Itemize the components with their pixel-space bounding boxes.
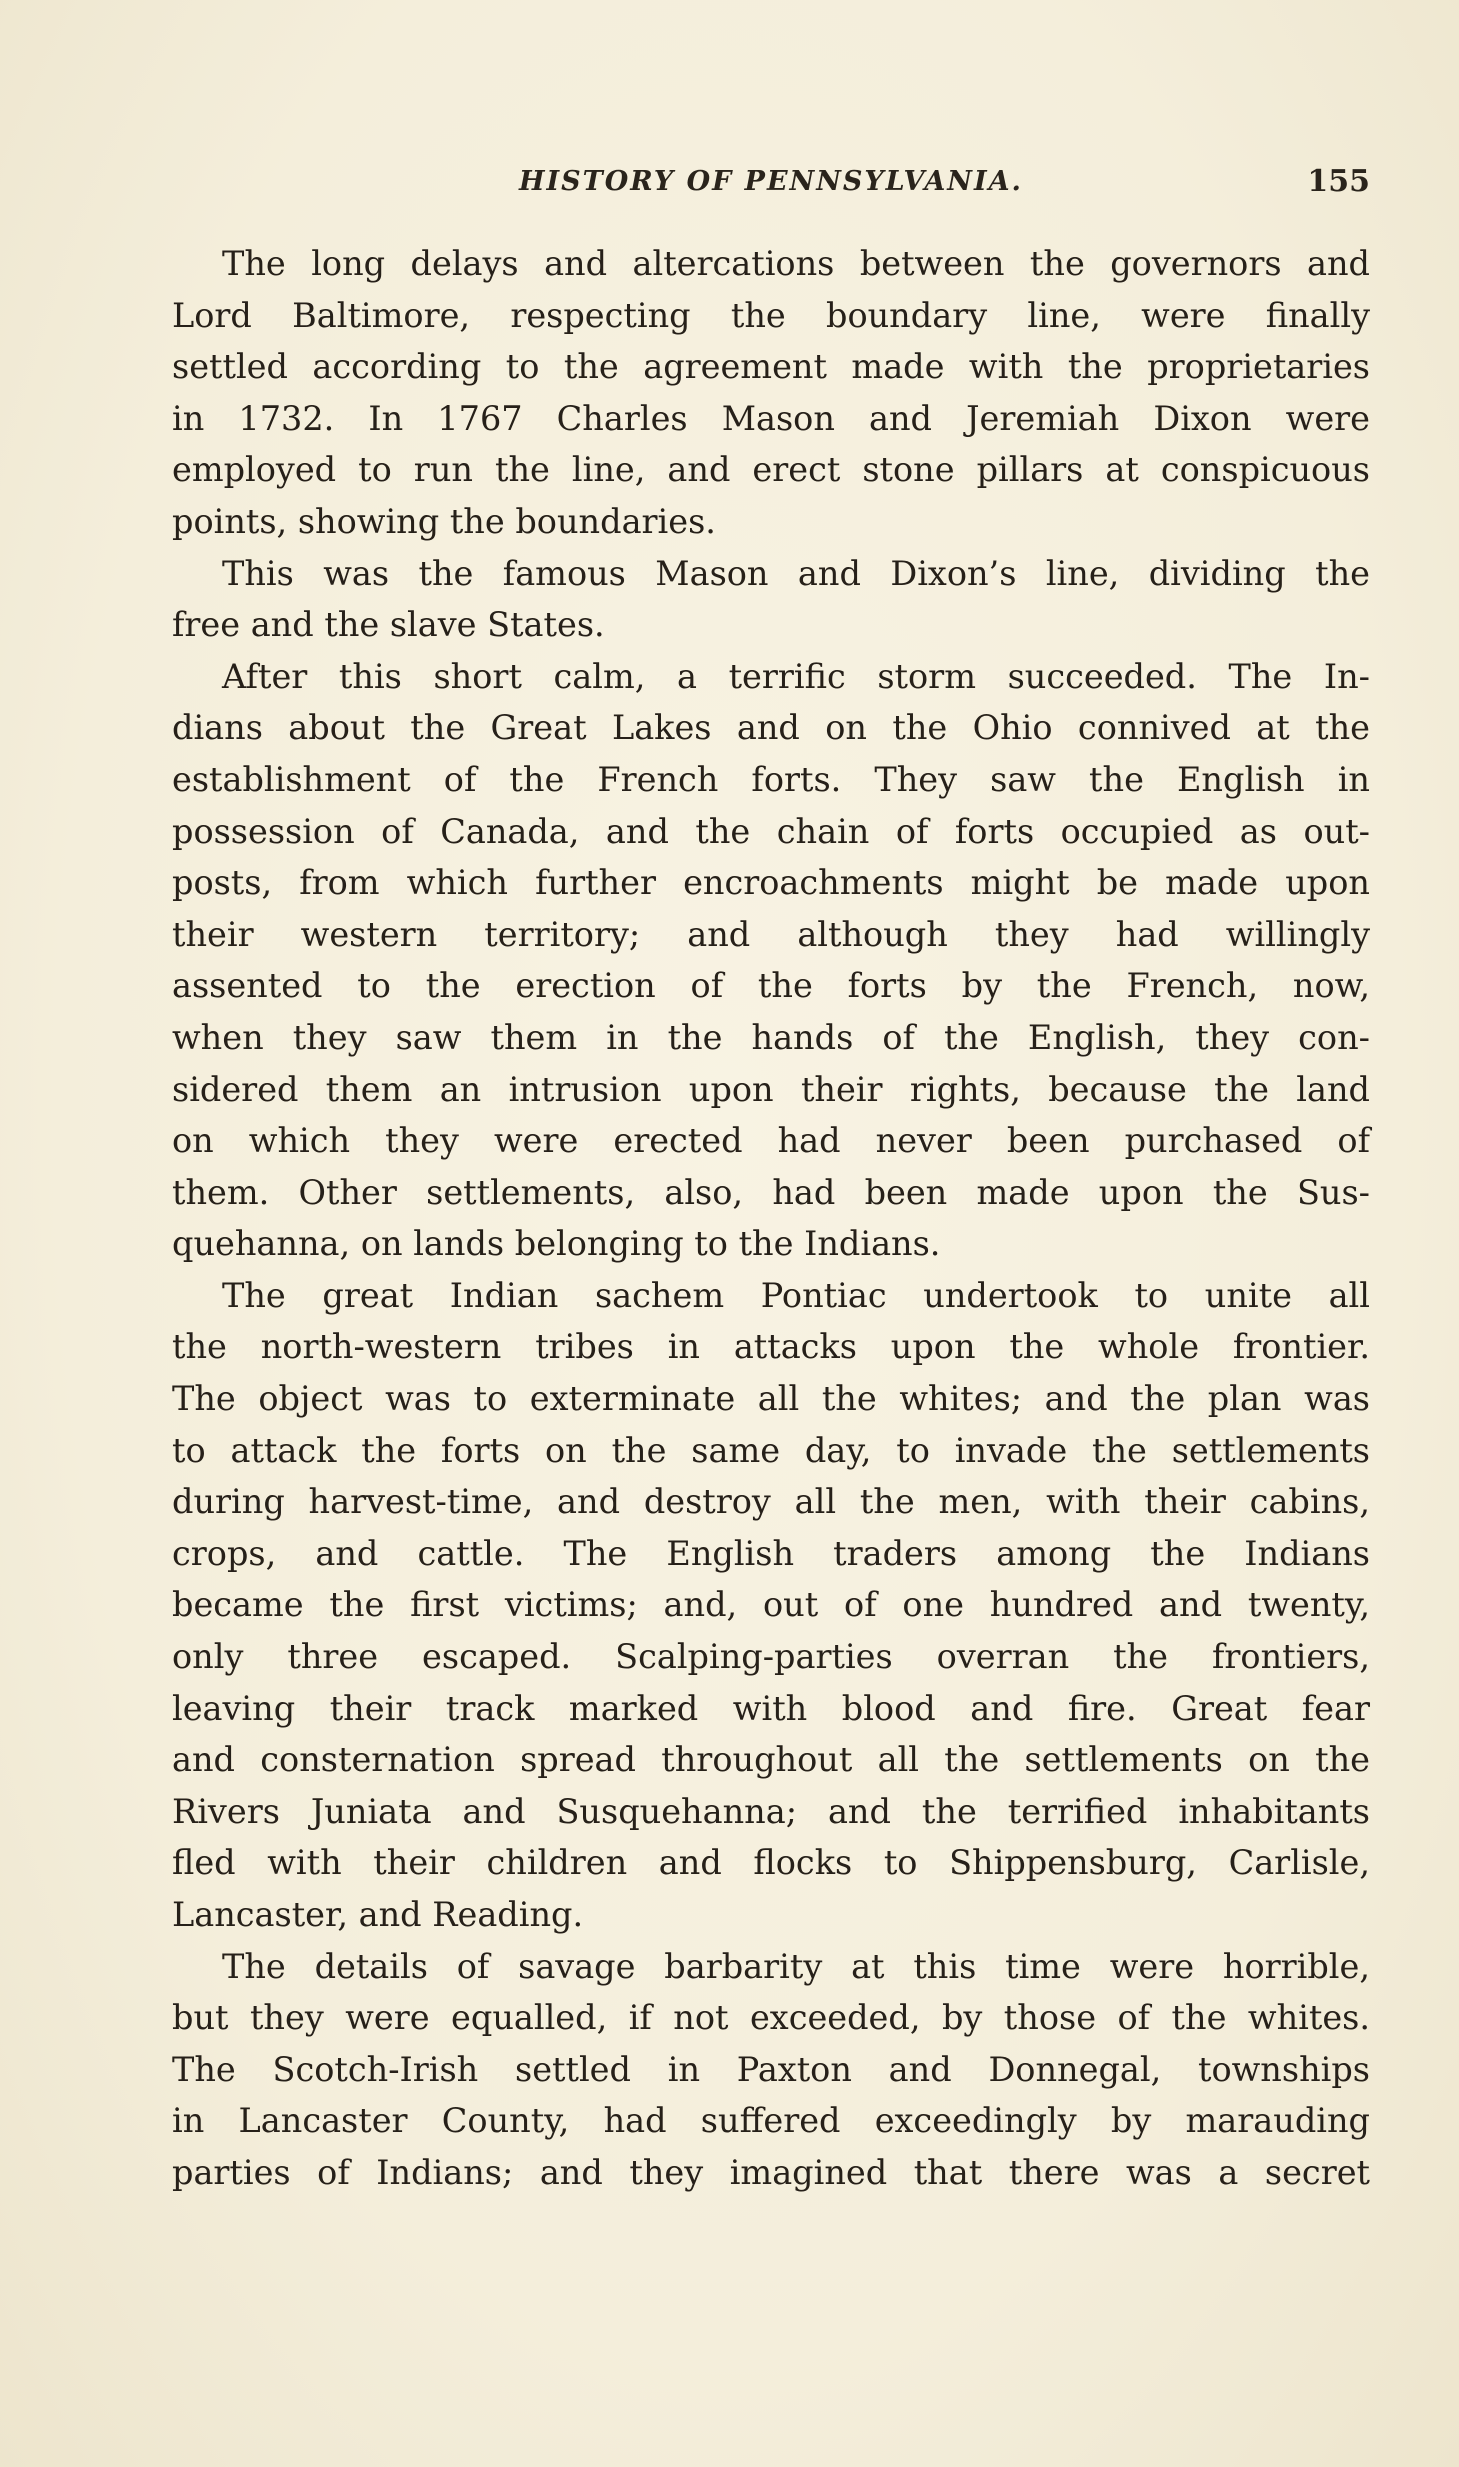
text-line: The object was to exterminate all the whites; and the plan was [172, 1379, 1370, 1419]
text-line: leaving their track marked with blood and fire. Great fear [172, 1688, 1370, 1728]
paragraph-pontiac [172, 1270, 1370, 1941]
text-line: possession of Canada, and the chain of forts occupied as out- [172, 811, 1370, 851]
paragraph-savage-barbarity [172, 1941, 1370, 2199]
text-line: them. Other settlements, also, had been made upon the Sus- [172, 1172, 1370, 1212]
text-line: became the first victims; and, out of one hundred and twenty, [172, 1585, 1370, 1625]
text-line: After this short calm, a terrific storm succeeded. The In- [222, 656, 1370, 696]
text-line: Rivers Juniata and Susquehanna; and the terrified inhabitants [172, 1791, 1370, 1831]
text-line: when they saw them in the hands of the English, they con- [172, 1017, 1370, 1057]
text-line: assented to the erection of the forts by the French, now, [172, 966, 1370, 1006]
text-line: the north-western tribes in attacks upon the whole frontier. [172, 1327, 1370, 1367]
text-line: quehanna, on lands belonging to the Indians. [172, 1224, 941, 1264]
text-line: in 1732. In 1767 Charles Mason and Jeremiah Dixon were [172, 398, 1370, 438]
text-line: to attack the forts on the same day, to invade the settlements [172, 1430, 1370, 1470]
text-line: establishment of the French forts. They saw the English in [172, 759, 1370, 799]
text-line: but they were equalled, if not exceeded, by those of the whites. [172, 1998, 1370, 2038]
text-line: their western territory; and although they had willingly [172, 914, 1370, 954]
running-title: HISTORY OF PENNSYLVANIA. [519, 166, 1023, 197]
text-line: points, showing the boundaries. [172, 501, 716, 541]
text-line: on which they were erected had never been purchased of [172, 1121, 1370, 1161]
text-line: The Scotch-Irish settled in Paxton and Donnegal, townships [172, 2049, 1370, 2089]
text-line: sidered them an intrusion upon their rights, because the land [172, 1069, 1370, 1109]
text-line: This was the famous Mason and Dixon’s line, dividing the [222, 553, 1370, 593]
text-line: The details of savage barbarity at this time were horrible, [222, 1946, 1370, 1986]
text-line: Lord Baltimore, respecting the boundary line, were finally [172, 295, 1370, 335]
text-line: during harvest-time, and destroy all the men, with their cabins, [172, 1482, 1370, 1522]
running-head [172, 158, 1370, 206]
text-line: fled with their children and flocks to Shippensburg, Carlisle, [172, 1843, 1370, 1883]
text-line: free and the slave States. [172, 605, 605, 645]
text-line: posts, from which further encroachments might be made upon [172, 863, 1370, 903]
text-line: The long delays and altercations between the governors and [222, 244, 1370, 283]
text-line: and consternation spread throughout all the settlements on the [172, 1740, 1370, 1780]
paragraph-boundary-settlement [172, 238, 1370, 548]
text-line: settled according to the agreement made with the proprietaries [172, 347, 1370, 387]
page-number: 155 [1307, 164, 1370, 199]
text-line: in Lancaster County, had suffered exceedingly by marauding [172, 2101, 1370, 2141]
text-line: The great Indian sachem Pontiac undertook to unite all [222, 1275, 1370, 1315]
text-line: employed to run the line, and erect stone pillars at conspicuous [172, 450, 1370, 490]
text-line: dians about the Great Lakes and on the Ohio connived at the [172, 708, 1370, 748]
paragraph-mason-dixon-line [172, 548, 1370, 651]
text-line: only three escaped. Scalping-parties overran the frontiers, [172, 1637, 1370, 1677]
text-line: parties of Indians; and they imagined that there was a secret [172, 2152, 1370, 2192]
text-line: crops, and cattle. The English traders among the Indians [172, 1533, 1370, 1573]
paragraph-indian-unrest [172, 651, 1370, 1270]
text-line: Lancaster, and Reading. [172, 1895, 584, 1934]
body-text [172, 238, 1370, 2199]
